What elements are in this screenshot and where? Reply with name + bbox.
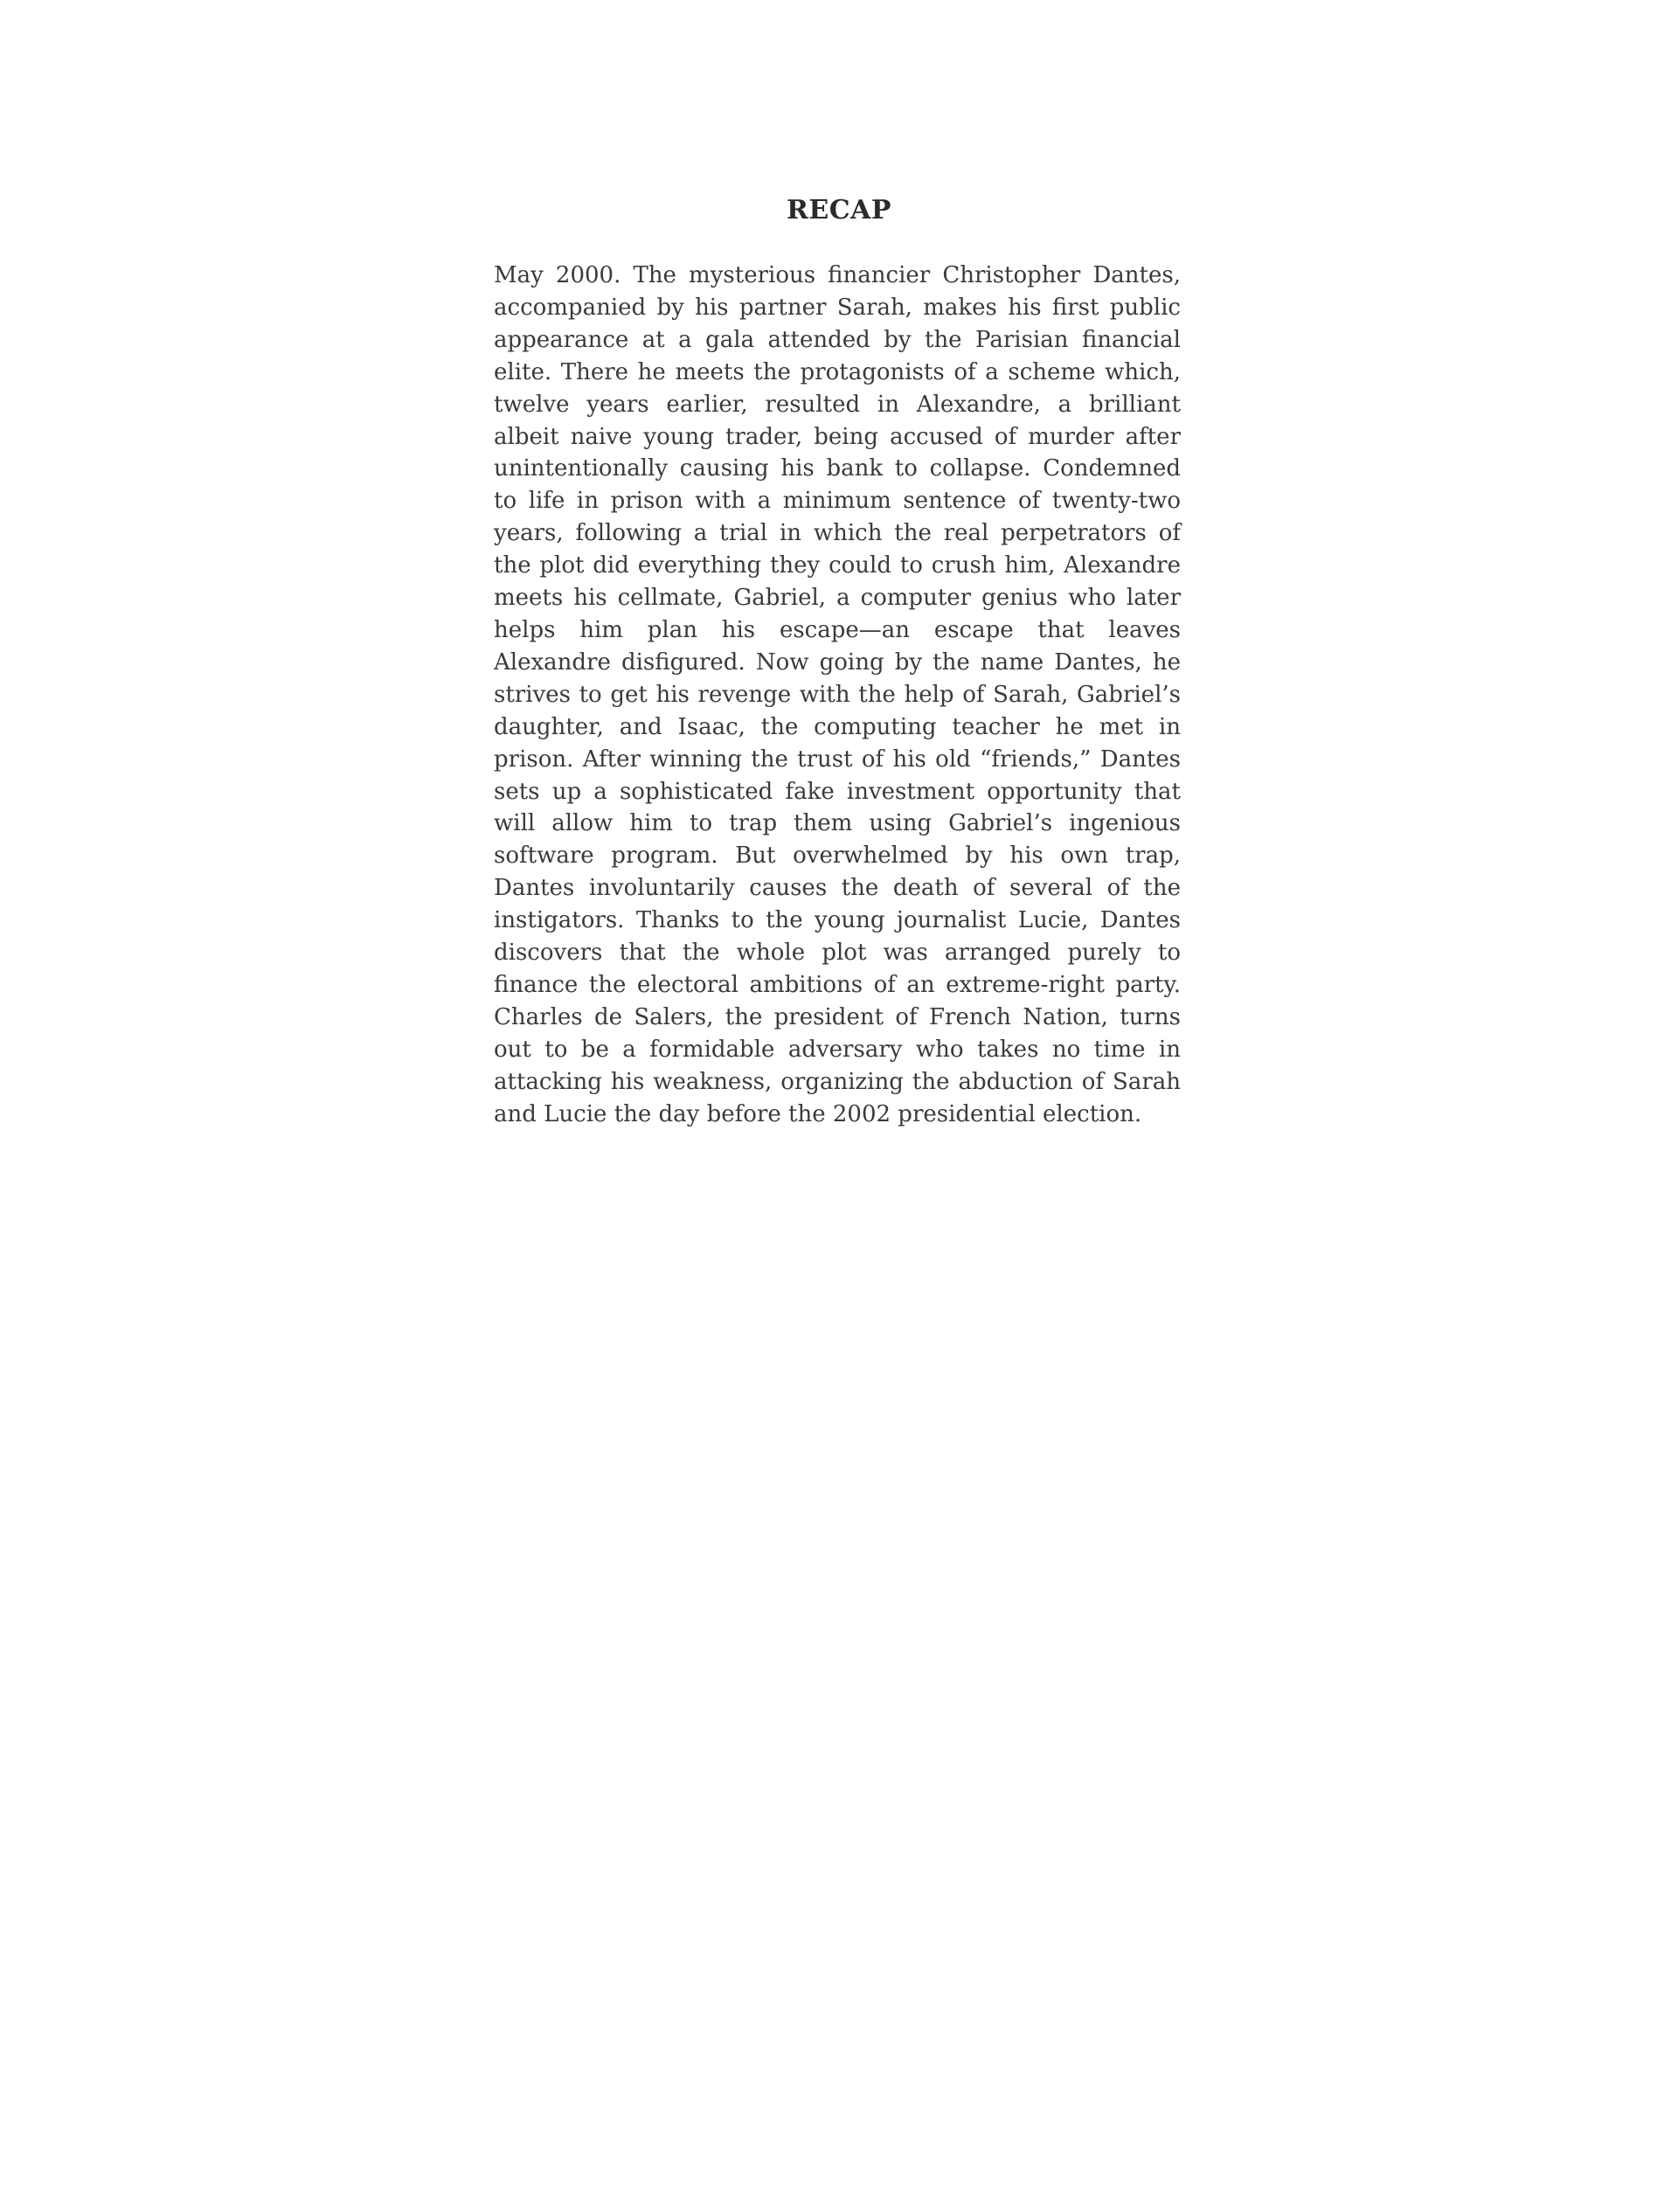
- page-heading: RECAP: [786, 195, 891, 225]
- recap-paragraph: May 2000. The mysterious financier Christopher Dantes, accompanied by his partner Sarah, makes his first public appearance at a gala attended by the Parisian financial elite. There he meets the protagonists of a scheme which, twelve years earlier, resulted in Alexandre, a brilliant albeit naive young trader, being accused of murder after unintentionally causing his bank to collapse. Condemned to life in prison with a minimum sentence of twenty-two years, following a trial in which the real perpetrators of the plot did everything they could to crush him, Alexandre meets his cellmate, Gabriel, a computer genius who later helps him plan his escape—an escape that leaves Alexandre disfigured. Now going by the name Dantes, he strives to get his revenge with the help of Sarah, Gabriel’s daughter, and Isaac, the computing teacher he met in prison. After winning the trust of his old “friends,” Dantes sets up a sophisticated fake investment opportunity that will allow him to trap them using Gabriel’s ingenious software program. But overwhelmed by his own trap, Dantes involuntarily causes the death of several of the instigators. Thanks to the young journalist Lucie, Dantes discovers that the whole plot was arranged purely to finance the electoral ambitions of an extreme-right party. Charles de Salers, the president of French Nation, turns out to be a formidable adversary who takes no time in attacking his weakness, organizing the abduction of Sarah and Lucie the day before the 2002 presidential election.: [494, 262, 1181, 1127]
